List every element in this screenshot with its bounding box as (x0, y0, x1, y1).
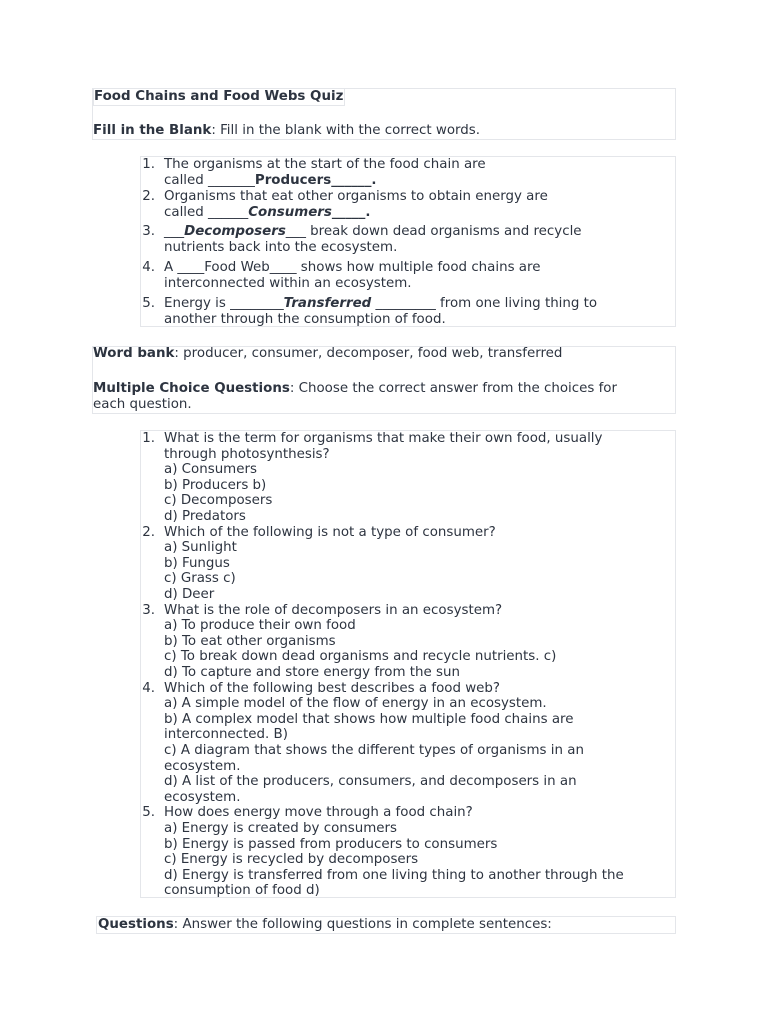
mcq-list (140, 430, 676, 898)
list-item: c) A diagram that shows the different types of organisms in an (164, 743, 584, 758)
list-item-number: 1. (142, 157, 155, 172)
list-item: ecosystem. (164, 789, 241, 805)
list-item: c) Energy is recycled by decomposers (164, 852, 419, 868)
list-item: What is the term for organisms that make their own food, usually (164, 431, 603, 446)
questions-heading: Questions: Answer the following questions in complete sentences: (98, 917, 552, 932)
list-item: interconnected. B) (164, 727, 288, 743)
list-item: The organisms at the start of the food chain are (164, 157, 486, 172)
list-item-number: 4. (142, 680, 155, 696)
list-item-number: 5. (142, 296, 155, 311)
list-item-number: 3. (142, 224, 155, 239)
list-item: interconnected within an ecosystem. (164, 276, 412, 291)
list-item: called _______Producers______. (164, 173, 377, 188)
word-bank: Word bank: producer, consumer, decomposer, food web, transferred (93, 346, 563, 361)
fill-blank-list (140, 156, 676, 327)
list-item: another through the consumption of food. (164, 312, 446, 327)
mcq-instruction: each question. (93, 397, 192, 412)
list-item: d) To capture and store energy from the sun (164, 665, 460, 680)
list-item: nutrients back into the ecosystem. (164, 240, 398, 255)
list-item: How does energy move through a food chain? (164, 805, 473, 821)
list-item-number: 2. (142, 524, 155, 540)
list-item: Which of the following is not a type of consumer? (164, 524, 496, 540)
list-item: b) Producers b) (164, 477, 267, 493)
list-item: d) Energy is transferred from one living thing to another through the (164, 867, 624, 883)
list-item: c) Decomposers (164, 493, 273, 509)
list-item: a) Consumers (164, 462, 257, 478)
list-item: called ______Consumers_____. (164, 205, 371, 220)
list-item: Energy is ________Transferred _________ from one living thing to (164, 296, 598, 311)
list-item: b) Fungus (164, 555, 230, 571)
mcq-heading: Multiple Choice Questions: Choose the correct answer from the choices for (93, 381, 617, 396)
list-item: A ____Food Web____ shows how multiple food chains are (164, 260, 541, 275)
page-title: Food Chains and Food Webs Quiz (94, 89, 344, 104)
list-item-number: 3. (142, 602, 155, 618)
list-item: b) To eat other organisms (164, 633, 336, 649)
list-item: What is the role of decomposers in an ecosystem? (164, 602, 503, 618)
list-item: a) Sunlight (164, 540, 237, 556)
list-item: c) To break down dead organisms and recycle nutrients. c) (164, 649, 557, 665)
list-item: a) A simple model of the flow of energy in an ecosystem. (164, 696, 547, 712)
list-item: Which of the following best describes a food web? (164, 680, 501, 696)
list-item: d) A list of the producers, consumers, and decomposers in an (164, 774, 577, 790)
fill-blank-heading: Fill in the Blank: Fill in the blank with the correct words. (93, 123, 481, 138)
list-item: through photosynthesis? (164, 446, 330, 462)
list-item-number: 4. (142, 260, 155, 275)
list-item: b) Energy is passed from producers to consumers (164, 836, 498, 852)
list-item-number: 2. (142, 189, 155, 204)
list-item-number: 5. (142, 805, 155, 821)
list-item: a) Energy is created by consumers (164, 821, 397, 836)
list-item: d) Deer (164, 587, 215, 602)
list-item: a) To produce their own food (164, 618, 356, 634)
list-item: ecosystem. (164, 758, 241, 774)
list-item: b) A complex model that shows how multiple food chains are (164, 711, 574, 727)
list-item: d) Predators (164, 509, 246, 524)
list-item-number: 1. (142, 431, 155, 446)
list-item: ___Decomposers___ break down dead organisms and recycle (164, 224, 582, 239)
list-item: consumption of food d) (164, 883, 320, 899)
list-item: Organisms that eat other organisms to obtain energy are (164, 189, 548, 204)
list-item: c) Grass c) (164, 571, 236, 587)
